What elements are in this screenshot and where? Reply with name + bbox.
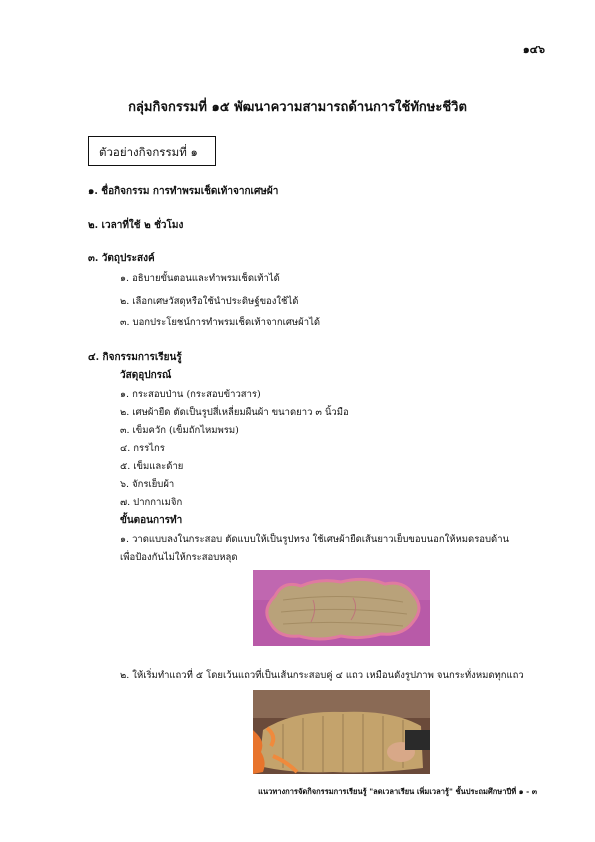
example-box (88, 136, 216, 166)
page-title: กลุ่มกิจกรรมที่ ๑๕ พัฒนาความสามารถด้านการใช้ทักษะชีวิต (128, 100, 467, 115)
steps-heading: ขั้นตอนการทำ (120, 515, 183, 526)
time-used: ๒. เวลาที่ใช้ ๒ ชั่วโมง (88, 220, 184, 231)
mat-in-progress-image (253, 690, 430, 774)
burlap-mat-image (253, 570, 430, 646)
footer-text: แนวทางการจัดกิจกรรมการเรียนรู้ "ลดเวลาเรียน เพิ่มเวลารู้" ชั้นประถมศึกษาปีที่ ๑ - ๓ (258, 787, 537, 796)
step-2: ๒. ให้เริ่มทำแถวที่ ๕ โดยเว้นแถวที่เป็นเส้นกระสอบคู่ ๔ แถว เหมือนดังรูปภาพ จนกระทั่งหมดทุกแถว (120, 670, 524, 681)
material-item: ๒. เศษผ้ายืด ตัดเป็นรูปสี่เหลี่ยมผืนผ้า ขนาดยาว ๓ นิ้วมือ (120, 407, 349, 418)
materials-heading: วัสดุอุปกรณ์ (120, 370, 172, 381)
material-item: ๑. กระสอบป่าน (กระสอบข้าวสาร) (120, 389, 261, 400)
material-item: ๓. เข็มควัก (เข็มถักไหมพรม) (120, 425, 239, 436)
material-item: ๖. จักรเย็บผ้า (120, 479, 175, 490)
photo-mat-in-progress (253, 690, 430, 774)
example-box-label: ตัวอย่างกิจกรรมที่ ๑ (99, 145, 198, 159)
learning-heading: ๔. กิจกรรมการเรียนรู้ (88, 352, 182, 363)
material-item: ๕. เข็มและด้าย (120, 461, 184, 472)
objective-item: ๑. อธิบายขั้นตอนและทำพรมเช็ดเท้าได้ (120, 273, 280, 284)
material-item: ๗. ปากกาเมจิก (120, 497, 183, 508)
objective-item: ๒. เลือกเศษวัสดุหรือใช้นำประดิษฐ์ของใช้ได้ (120, 296, 299, 307)
step-1-line-2: เพื่อป้องกันไม่ให้กระสอบหลุด (120, 552, 238, 563)
photo-burlap-mat (253, 570, 430, 646)
objective-item: ๓. บอกประโยชน์การทำพรมเช็ดเท้าจากเศษผ้าได้ (120, 317, 321, 328)
activity-name: ๑. ชื่อกิจกรรม การทำพรมเช็ดเท้าจากเศษผ้า (88, 186, 279, 197)
step-1-line-1: ๑. วาดแบบลงในกระสอบ ตัดแบบให้เป็นรูปทรง ใช้เศษผ้ายืดเส้นยาวเย็บขอบนอกให้หมดรอบด้าน (120, 534, 510, 545)
material-item: ๔. กรรไกร (120, 443, 165, 454)
objectives-heading: ๓. วัตถุประสงค์ (88, 253, 155, 264)
page-number: ๑๔๖ (522, 43, 545, 56)
